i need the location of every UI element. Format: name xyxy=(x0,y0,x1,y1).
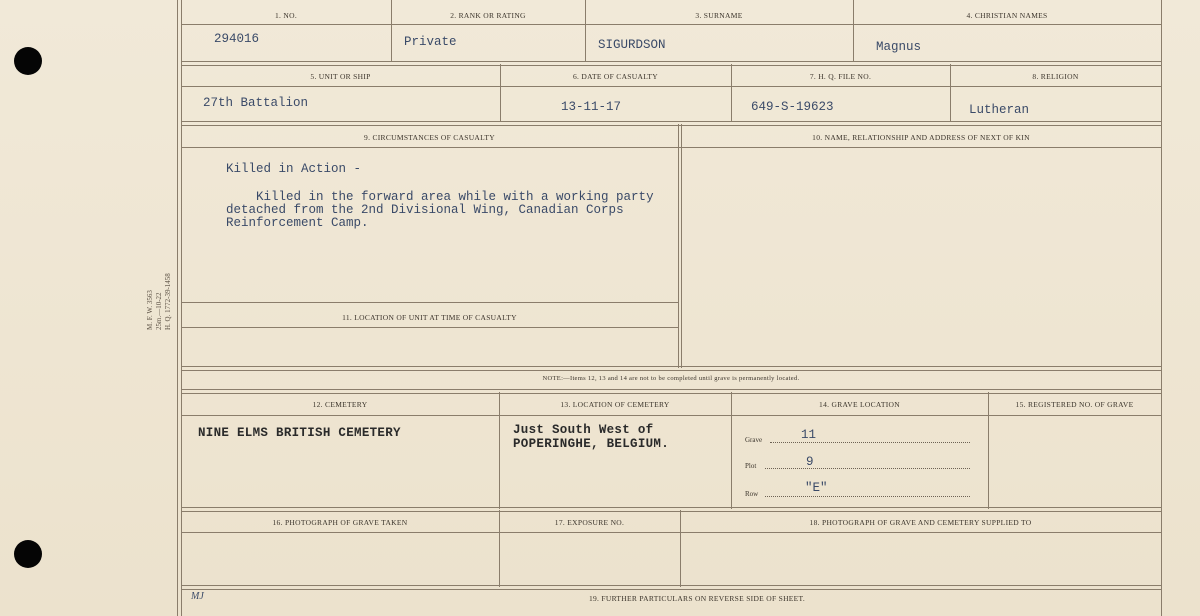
divider-12-13 xyxy=(499,392,500,509)
value-date-of-casualty: 13-11-17 xyxy=(561,100,622,114)
circumstances-line-4: Reinforcement Camp. xyxy=(226,216,369,230)
divider-9-10 xyxy=(678,124,679,368)
value-religion: Lutheran xyxy=(969,103,1030,117)
value-rank: Private xyxy=(404,35,457,49)
label-photograph-supplied: 18. PHOTOGRAPH OF GRAVE AND CEMETERY SUPPLIED TO xyxy=(809,518,1032,527)
punch-hole-top xyxy=(14,47,42,75)
value-grave: 11 xyxy=(801,428,817,442)
row-dotline xyxy=(765,496,970,497)
rule-cemetery-bottom xyxy=(181,507,1161,512)
label-date-of-casualty: 6. DATE OF CASUALTY xyxy=(572,72,658,81)
plot-dotline xyxy=(765,468,970,469)
label-christian-names: 4. CHRISTIAN NAMES xyxy=(966,11,1048,20)
rule-row2-bottom xyxy=(181,121,1161,126)
value-surname: SIGURDSON xyxy=(598,38,666,52)
value-location-line-2: POPERINGHE, BELGIUM. xyxy=(513,437,670,451)
divider-2-3 xyxy=(585,0,586,62)
footer-initials: MJ xyxy=(191,591,204,602)
label-photograph-taken: 16. PHOTOGRAPH OF GRAVE TAKEN xyxy=(272,518,408,527)
divider-14-15 xyxy=(988,392,989,509)
divider-1-2 xyxy=(391,0,392,62)
rule-row3-label xyxy=(181,147,1161,148)
footer-further-particulars: 19. FURTHER PARTICULARS ON REVERSE SIDE OF SHEET. xyxy=(588,594,806,603)
print-run: 25m.—10-22 xyxy=(155,292,163,330)
note-text: NOTE:—Items 12, 13 and 14 are not to be completed until grave is permanently located. xyxy=(542,375,800,382)
label-rank: 2. RANK OR RATING xyxy=(450,11,526,20)
rule-note-top xyxy=(181,366,1161,371)
grave-word: Grave xyxy=(745,436,763,444)
label-number: 1. NO. xyxy=(274,11,297,20)
label-hq-file: 7. H. Q. FILE NO. xyxy=(809,72,872,81)
rule-footer-top xyxy=(181,585,1161,590)
value-unit: 27th Battalion xyxy=(203,96,309,110)
label-circumstances: 9. CIRCUMSTANCES OF CASUALTY xyxy=(364,133,495,142)
label-location-of-cemetery: 13. LOCATION OF CEMETERY xyxy=(560,400,670,409)
circumstances-line-2: Killed in the forward area while with a working party xyxy=(256,190,654,204)
value-plot: 9 xyxy=(806,455,814,469)
rule-row2-label xyxy=(181,86,1161,87)
circumstances-line-3: detached from the 2nd Divisional Wing, Canadian Corps xyxy=(226,203,624,217)
value-christian-names: Magnus xyxy=(876,40,922,54)
divider-3-4 xyxy=(853,0,854,62)
rule-cemetery-label xyxy=(181,415,1161,416)
divider-13-14 xyxy=(731,392,732,509)
label-location-of-unit: 11. LOCATION OF UNIT AT TIME OF CASUALTY xyxy=(342,313,517,322)
circumstances-line-1: Killed in Action - xyxy=(226,162,362,176)
label-grave-location: 14. GRAVE LOCATION xyxy=(819,400,900,409)
rule-location-label xyxy=(181,327,678,328)
hq-reference: H. Q. 1772-39-1458 xyxy=(164,273,172,330)
divider-9-10-b xyxy=(681,124,682,368)
label-religion: 8. RELIGION xyxy=(1032,72,1079,81)
row-word: Row xyxy=(745,490,759,498)
label-registered-no: 15. REGISTERED NO. OF GRAVE xyxy=(1015,400,1134,409)
value-cemetery: NINE ELMS BRITISH CEMETERY xyxy=(198,426,401,440)
value-row: "E" xyxy=(805,481,828,495)
value-number: 294016 xyxy=(214,32,260,46)
label-surname: 3. SURNAME xyxy=(695,11,743,20)
label-exposure-no: 17. EXPOSURE NO. xyxy=(554,518,625,527)
label-cemetery: 12. CEMETERY xyxy=(312,400,368,409)
value-hq-file: 649-S-19623 xyxy=(751,100,834,114)
form-number: M. F. W. 3563 xyxy=(146,290,154,330)
punch-hole-bottom xyxy=(14,540,42,568)
rule-row1-bottom xyxy=(181,61,1161,66)
form-reference-text xyxy=(146,273,173,330)
right-border xyxy=(1161,0,1162,616)
rule-photo-label xyxy=(181,532,1161,533)
value-location-line-1: Just South West of xyxy=(513,423,654,437)
grave-dotline xyxy=(770,442,970,443)
rule-note-bottom xyxy=(181,389,1161,394)
label-unit: 5. UNIT OR SHIP xyxy=(310,72,371,81)
rule-circ-bottom xyxy=(181,302,678,303)
rule-header-label xyxy=(181,24,1161,25)
margin-line-outer xyxy=(177,0,178,616)
plot-word: Plot xyxy=(745,462,757,470)
label-next-of-kin: 10. NAME, RELATIONSHIP AND ADDRESS OF NEXT OF KIN xyxy=(812,133,1030,142)
